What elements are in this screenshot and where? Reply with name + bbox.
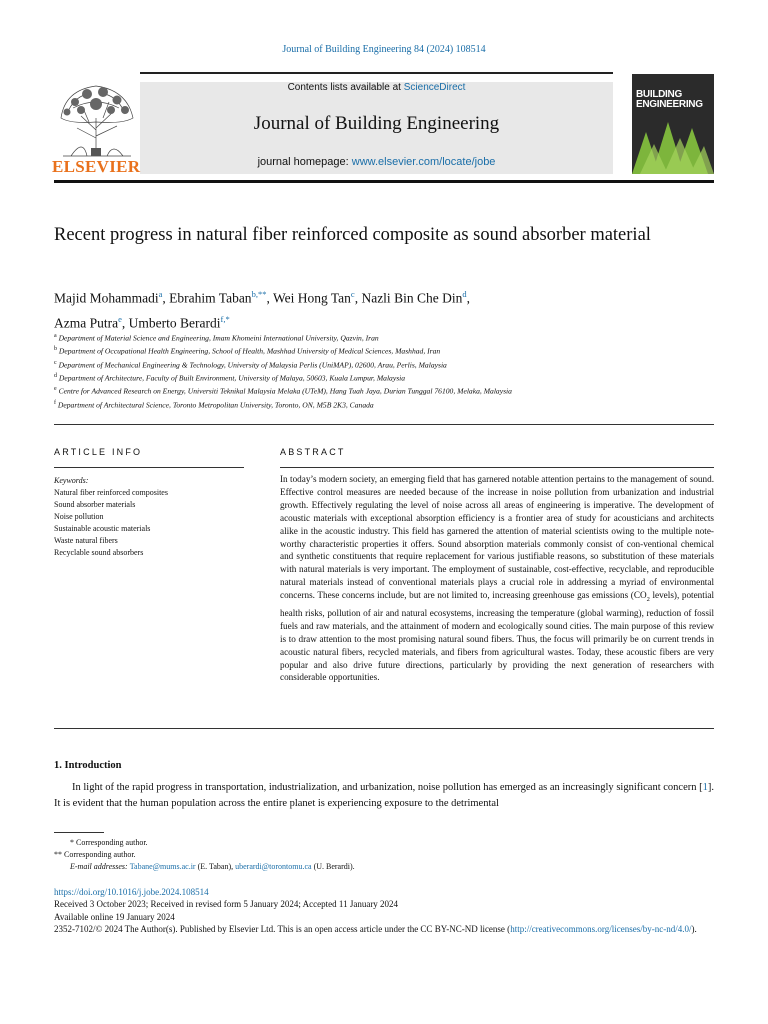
contents-prefix: Contents lists available at [287, 82, 404, 93]
footnote-emails [54, 861, 554, 873]
abstract-text [280, 473, 714, 684]
keyword-item: Waste natural fibers [54, 536, 118, 545]
footnote-corresponding-2: ** Corresponding author. [54, 850, 136, 859]
author-affil-marker[interactable]: e [118, 313, 122, 324]
affiliation-marker: c [54, 359, 57, 366]
author-affil-marker[interactable]: f,* [220, 313, 230, 324]
keyword-item: Sound absorber materials [54, 500, 136, 509]
affiliation-text: Centre for Advanced Research on Energy, Universiti Teknikal Malaysia Melaka (UTeM), Hang Tuah Jaya, Durian Tunggal 76100, Melaka, Malaysia [58, 386, 512, 396]
affiliation [54, 358, 614, 371]
elsevier-wordmark: ELSEVIER [52, 157, 141, 176]
article-metadata [54, 886, 714, 935]
email-owner: (E. Taban), [195, 862, 236, 871]
author-list [54, 284, 654, 333]
email-link[interactable]: Tabane@mums.ac.ir [129, 862, 196, 871]
homepage-prefix: journal homepage: [257, 156, 352, 168]
author-separator: , [354, 290, 362, 306]
keyword-item: Natural fiber reinforced composites [54, 488, 168, 497]
section-divider [54, 424, 714, 425]
author-name[interactable]: Ebrahim Taban [169, 290, 252, 306]
affiliation [54, 344, 614, 357]
author-name[interactable]: Majid Mohammadi [54, 290, 159, 306]
author-name[interactable]: Nazli Bin Che Din [361, 290, 463, 306]
section-heading-introduction: 1. Introduction [54, 760, 122, 771]
article-title: Recent progress in natural fiber reinforced composite as sound absorber material [54, 225, 651, 245]
affiliation-text: Department of Mechanical Engineering & Technology, University of Malaysia Perlis (UniMAP), 02600, Arau, Perlis, Malaysia [58, 360, 447, 370]
intro-text-before-ref: In light of the rapid progress in transportation, industrialization, and urbanization, noise pollution has emerged as an increasingly significant concern [ [72, 782, 703, 793]
article-info-heading: ARTICLE INFO [54, 447, 143, 457]
keyword-item: Noise pollution [54, 512, 104, 521]
intro-text-after-ref: ]. It is evident that the human population across the entire planet is experiencing exposure to the detrimental [54, 782, 714, 809]
license-end: ). [691, 923, 697, 934]
keywords-label: Keywords: [54, 476, 89, 485]
author-name[interactable]: Azma Putra [54, 315, 119, 330]
author-separator: , [266, 290, 273, 306]
keyword-item: Sustainable acoustic materials [54, 524, 151, 533]
journal-title: Journal of Building Engineering [253, 113, 500, 134]
author-separator: , [162, 290, 170, 306]
citation-link[interactable]: 1 [702, 782, 708, 793]
journal-cover-thumbnail[interactable] [632, 74, 714, 174]
abstract-text-part2: levels), potential health risks, pollution of air and natural ecosystems, increasing the temperature (global warming), reduction of fossil fuels and raw materials, and the attainment of modern and ecologically sound cities. The main purpose of this review is to draw attention to the most promising natural sound fibers. Thus, the focus will primarily be on current trends in acoustic natural fibers, recycled materials, and fibers from agricultural wastes. Today, these acoustic fibers are very popular and also drive future directions, particularly by providing the next generation of researchers with considerable opportunities. [280, 590, 714, 683]
affiliation [54, 371, 614, 384]
email-owner: (U. Berardi). [311, 862, 355, 871]
sciencedirect-link[interactable]: ScienceDirect [403, 82, 466, 93]
author-separator: , [121, 315, 129, 330]
footnote-corresponding-1: * Corresponding author. [70, 838, 148, 847]
abstract-text-part1: In today’s modern society, an emerging field that has garnered notable attention pertains to the management of sound. Effective control measures are needed because of the increase in noise pollution from urbanization and industrial growth. Effectively regulating the level of noise across all areas of engineering is imperative. The development of acoustic materials with exceptional absorption efficiency is a frontier area of study for acousticians and architects alike in the acoustic industry. This field has garnered the attention of material scientists owing to the multiple note-worthy characteristic properties it offers. Sound absorption materials commonly consist of con-ventional chemical and synthetic constituents that require replacement for various justifiable reasons, so substitution of these materials with natural materials is very important. The employment of sustainable, cost-effective, recyclable, and reproducible natural materials instead of conventional materials plays a crucial role in addressing a myriad of environmental concerns. These concerns include, but are not limited to, increasing greenhouse gas emissions (CO [280, 474, 714, 601]
affiliation [54, 384, 614, 397]
article-info-rule [54, 467, 244, 468]
footnotes [54, 837, 554, 873]
email-label: E-mail addresses: [70, 862, 130, 871]
author-name[interactable]: Umberto Berardi [128, 315, 221, 330]
doi-link[interactable]: https://doi.org/10.1016/j.jobe.2024.108514 [54, 887, 209, 897]
introduction-paragraph [54, 780, 714, 812]
homepage-link[interactable]: www.elsevier.com/locate/jobe [351, 156, 496, 168]
journal-homepage [140, 156, 613, 168]
affiliations [54, 331, 614, 411]
cover-title-line1: BUILDING [636, 89, 682, 100]
affiliation-marker: b [54, 346, 57, 353]
journal-reference[interactable]: Journal of Building Engineering 84 (2024) 108514 [282, 44, 486, 55]
footnote-rule [54, 832, 104, 833]
keywords-block [54, 475, 254, 559]
affiliation [54, 331, 614, 344]
header-thick-rule [54, 180, 714, 183]
author-affil-marker[interactable]: a [158, 289, 163, 299]
abstract-rule [280, 467, 714, 468]
abstract-heading: ABSTRACT [280, 447, 346, 457]
keyword-item: Recyclable sound absorbers [54, 548, 144, 557]
author-separator: , [466, 290, 470, 306]
affiliation [54, 398, 614, 411]
affiliation-marker: f [54, 399, 56, 406]
cover-title [636, 90, 712, 110]
affiliation-text: Department of Occupational Health Engineering, School of Health, Mashhad University of Medical Sciences, Mashhad, Iran [58, 346, 441, 356]
author-affil-marker[interactable]: c [350, 289, 355, 299]
email-link[interactable]: uberardi@torontomu.ca [235, 862, 312, 871]
header-top-rule [140, 72, 613, 74]
abstract-bottom-rule [54, 728, 714, 729]
received-dates: Received 3 October 2023; Received in revised form 5 January 2024; Accepted 11 January 2024 [54, 899, 399, 910]
cover-title-line2: ENGINEERING [636, 99, 703, 110]
license-link[interactable]: http://creativecommons.org/licenses/by-nc-nd/4.0/ [510, 923, 692, 934]
affiliation-text: Department of Architecture, Faculty of Built Environment, University of Malaya, 50603, Kuala Lumpur, Malaysia [58, 373, 406, 383]
license-text: 2352-7102/© 2024 The Author(s). Published by Elsevier Ltd. This is an open access article under the CC BY-NC-ND license ( [54, 923, 511, 934]
author-affil-marker[interactable]: b,** [251, 289, 267, 299]
affiliation-marker: e [54, 386, 57, 393]
affiliation-text: Department of Architectural Science, Toronto Metropolitan University, Toronto, ON, M5B 2K3, Canada [57, 400, 374, 410]
author-name[interactable]: Wei Hong Tan [272, 290, 351, 306]
license-statement [54, 923, 714, 935]
abstract-subscript: 2 [646, 595, 650, 603]
available-online: Available online 19 January 2024 [54, 911, 175, 922]
affiliation-text: Department of Material Science and Engineering, Imam Khomeini International University, Qazvin, Iran [58, 333, 379, 343]
affiliation-marker: a [54, 333, 57, 339]
affiliation-marker: d [54, 372, 57, 379]
cover-graphic-icon [632, 114, 714, 174]
author-affil-marker[interactable]: d [462, 289, 467, 299]
contents-line [140, 82, 613, 93]
